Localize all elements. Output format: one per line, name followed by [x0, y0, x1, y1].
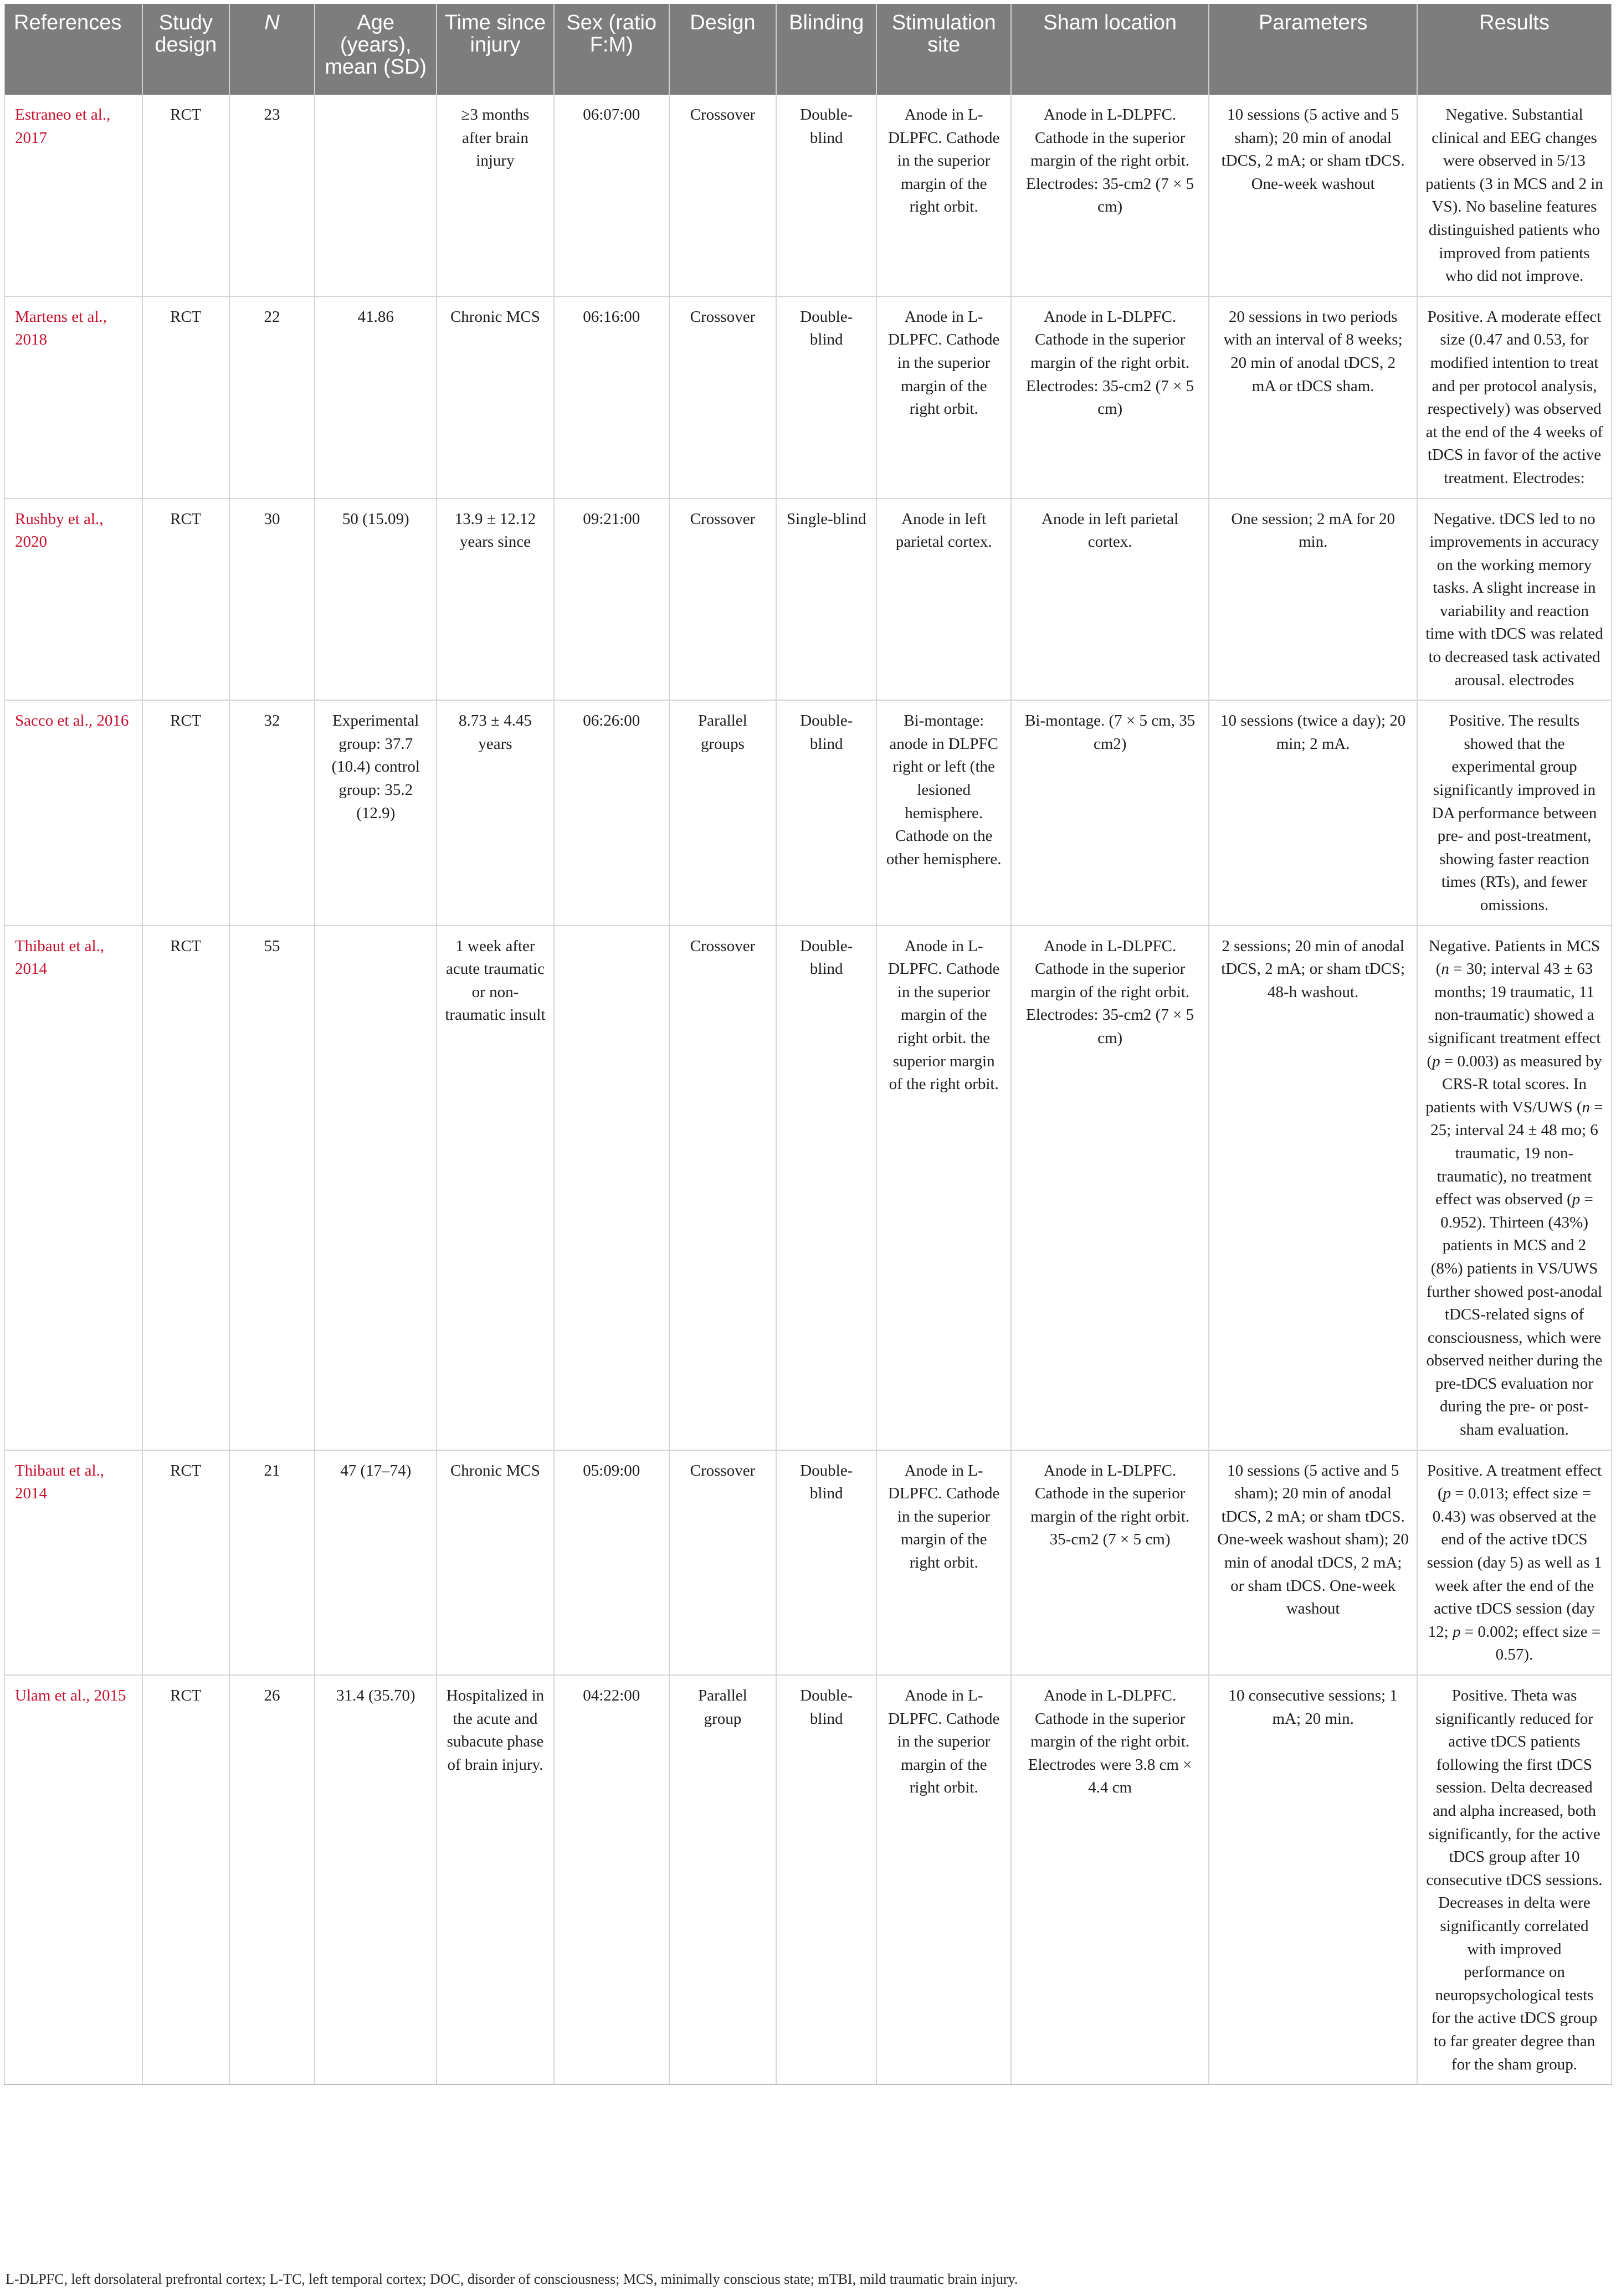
cell-blinding: Double-blind [776, 700, 876, 925]
studies-table [4, 4, 1612, 2085]
cell-references[interactable]: Sacco et al., 2016 [4, 700, 142, 925]
cell-n: 32 [229, 700, 315, 925]
table-header-row [4, 4, 1612, 95]
cell-sex: 06:26:00 [554, 700, 669, 925]
cell-study-design: RCT [142, 499, 229, 701]
results-text: = 0.013; effect size = 0.43) was observed at the end of the active tDCS session (day 5) as well as 1 week after the end of the active tDCS session (day 12; [1427, 1485, 1602, 1641]
header-sham-location: Sham location [1011, 4, 1209, 95]
header-time-since-injury: Time since injury [437, 4, 553, 95]
cell-study-design: RCT [142, 95, 229, 296]
cell-sham-location: Anode in L-DLPFC. Cathode in the superior margin of the right orbit. Electrodes were 3.8 cm × 4.4 cm [1011, 1675, 1209, 2084]
cell-parameters: 20 sessions in two periods with an interval of 8 weeks; 20 min of anodal tDCS, 2 mA or tDCS sham. [1209, 296, 1417, 499]
cell-n: 30 [229, 499, 315, 701]
table-row [4, 700, 1612, 925]
header-age: Age (years), mean (SD) [315, 4, 437, 95]
cell-references[interactable]: Thibaut et al., 2014 [4, 926, 142, 1450]
header-blinding: Blinding [776, 4, 876, 95]
cell-study-design: RCT [142, 1450, 229, 1675]
cell-sham-location: Anode in L-DLPFC. Cathode in the superior margin of the right orbit. Electrodes: 35-cm2 (7 × 5 cm) [1011, 95, 1209, 296]
header-references: References [4, 4, 142, 95]
table-footnote: L-DLPFC, left dorsolateral prefrontal cortex; L-TC, left temporal cortex; DOC, disorder of consciousness; MCS, minimally conscious state; mTBI, mild traumatic brain injury. [6, 2271, 1018, 2287]
results-text: = 0.003) as measured by CRS-R total scores. In patients with VS/UWS ( [1425, 1052, 1602, 1116]
cell-sham-location: Anode in L-DLPFC. Cathode in the superior margin of the right orbit. Electrodes: 35-cm2 (7 × 5 cm) [1011, 926, 1209, 1450]
header-results: Results [1417, 4, 1612, 95]
cell-blinding: Double-blind [776, 95, 876, 296]
cell-age [315, 926, 437, 1450]
header-stimulation-site: Stimulation site [876, 4, 1011, 95]
cell-blinding: Double-blind [776, 296, 876, 499]
results-text: Positive. A treatment effect ( [1427, 1461, 1602, 1503]
cell-design: Crossover [669, 499, 776, 701]
cell-stimulation-site: Bi-montage: anode in DLPFC right or left (the lesioned hemisphere. Cathode on the other hemisphere. [876, 700, 1011, 925]
cell-n: 23 [229, 95, 315, 296]
cell-study-design: RCT [142, 926, 229, 1450]
cell-sex: 05:09:00 [554, 1450, 669, 1675]
results-text: = 0.002; effect size = 0.57). [1460, 1622, 1601, 1664]
cell-time-since-injury: 8.73 ± 4.45 years [437, 700, 553, 925]
cell-results: Negative. Substantial clinical and EEG changes were observed in 5/13 patients (3 in MCS and 2 in VS). No baseline features distinguished patients who improved from patients who did not improve. [1417, 95, 1612, 296]
cell-stimulation-site: Anode in L-DLPFC. Cathode in the superior margin of the right orbit. [876, 296, 1011, 499]
cell-parameters: 10 sessions (5 active and 5 sham); 20 min of anodal tDCS, 2 mA; or sham tDCS. One-week washout [1209, 95, 1417, 296]
cell-age: 41.86 [315, 296, 437, 499]
cell-time-since-injury: Hospitalized in the acute and subacute phase of brain injury. [437, 1675, 553, 2084]
table-row [4, 296, 1612, 499]
header-study-design: Study design [142, 4, 229, 95]
cell-sham-location: Anode in left parietal cortex. [1011, 499, 1209, 701]
cell-n: 26 [229, 1675, 315, 2084]
cell-references[interactable]: Estraneo et al., 2017 [4, 95, 142, 296]
results-text: = 30; interval 43 ± 63 months; 19 traumatic, 11 non-traumatic) showed a significant treatment effect ( [1427, 960, 1601, 1070]
cell-results: Positive. The results showed that the experimental group significantly improved in DA performance between pre- and post-treatment, showing faster reaction times (RTs), and fewer omissions. [1417, 700, 1612, 925]
cell-blinding: Double-blind [776, 926, 876, 1450]
cell-design: Parallel groups [669, 700, 776, 925]
cell-sex [554, 926, 669, 1450]
stat-symbol: n [1441, 960, 1449, 978]
cell-age: 50 (15.09) [315, 499, 437, 701]
cell-n: 55 [229, 926, 315, 1450]
cell-references[interactable]: Rushby et al., 2020 [4, 499, 142, 701]
cell-time-since-injury: Chronic MCS [437, 296, 553, 499]
cell-parameters: 10 sessions (twice a day); 20 min; 2 mA. [1209, 700, 1417, 925]
cell-results: Positive. Theta was significantly reduced for active tDCS patients following the first tDCS session. Delta decreased and alpha increased, both significantly, for the active tDCS group after 10 consecutive tDCS sessions. Decreases in delta were significantly correlated with improved performance on neuropsychological tests for the active tDCS group to far greater degree than for the sham group. [1417, 1675, 1612, 2084]
cell-sex: 09:21:00 [554, 499, 669, 701]
cell-parameters: 10 sessions (5 active and 5 sham); 20 min of anodal tDCS, 2 mA; or sham tDCS. One-week washout sham); 20 min of anodal tDCS, 2 mA; or sham tDCS. One-week washout [1209, 1450, 1417, 1675]
cell-stimulation-site: Anode in L-DLPFC. Cathode in the superior margin of the right orbit. [876, 1675, 1011, 2084]
cell-design: Parallel group [669, 1675, 776, 2084]
stat-symbol: p [1432, 1052, 1440, 1070]
table-row [4, 1675, 1612, 2084]
header-design: Design [669, 4, 776, 95]
cell-time-since-injury: 13.9 ± 12.12 years since [437, 499, 553, 701]
cell-sham-location: Anode in L-DLPFC. Cathode in the superior margin of the right orbit. Electrodes: 35-cm2 (7 × 5 cm) [1011, 296, 1209, 499]
table-row [4, 95, 1612, 296]
table-row [4, 926, 1612, 1450]
cell-parameters: 10 consecutive sessions; 1 mA; 20 min. [1209, 1675, 1417, 2084]
cell-age [315, 95, 437, 296]
cell-n: 22 [229, 296, 315, 499]
cell-design: Crossover [669, 926, 776, 1450]
results-text: Negative. Patients in MCS ( [1428, 937, 1600, 978]
cell-time-since-injury: ≥3 months after brain injury [437, 95, 553, 296]
header-parameters: Parameters [1209, 4, 1417, 95]
header-sex: Sex (ratio F:M) [554, 4, 669, 95]
cell-blinding: Single-blind [776, 499, 876, 701]
cell-design: Crossover [669, 95, 776, 296]
cell-sham-location: Anode in L-DLPFC. Cathode in the superior margin of the right orbit. 35-cm2 (7 × 5 cm) [1011, 1450, 1209, 1675]
stat-symbol: p [1443, 1485, 1451, 1503]
table-row [4, 499, 1612, 701]
cell-references[interactable]: Thibaut et al., 2014 [4, 1450, 142, 1675]
cell-blinding: Double-blind [776, 1450, 876, 1675]
cell-stimulation-site: Anode in left parietal cortex. [876, 499, 1011, 701]
cell-stimulation-site: Anode in L-DLPFC. Cathode in the superior margin of the right orbit. the superior margin of the right orbit. [876, 926, 1011, 1450]
cell-sex: 04:22:00 [554, 1675, 669, 2084]
cell-results [1417, 926, 1612, 1450]
cell-design: Crossover [669, 296, 776, 499]
cell-sex: 06:07:00 [554, 95, 669, 296]
cell-parameters: One session; 2 mA for 20 min. [1209, 499, 1417, 701]
cell-references[interactable]: Ulam et al., 2015 [4, 1675, 142, 2084]
results-text: = 0.952). Thirteen (43%) patients in MCS and 2 (8%) patients in VS/UWS further showed post-anodal tDCS-related signs of consciousness, which were observed neither during the pre-tDCS evaluation nor during the pre- or post-sham evaluation. [1426, 1190, 1603, 1439]
header-n: N [229, 4, 315, 95]
table-body [4, 95, 1612, 2084]
cell-n: 21 [229, 1450, 315, 1675]
cell-age: Experimental group: 37.7 (10.4) control group: 35.2 (12.9) [315, 700, 437, 925]
cell-blinding: Double-blind [776, 1675, 876, 2084]
stat-symbol: p [1452, 1622, 1461, 1641]
cell-time-since-injury: 1 week after acute traumatic or non-traumatic insult [437, 926, 553, 1450]
cell-age: 47 (17–74) [315, 1450, 437, 1675]
cell-references[interactable]: Martens et al., 2018 [4, 296, 142, 499]
cell-sham-location: Bi-montage. (7 × 5 cm, 35 cm2) [1011, 700, 1209, 925]
results-text: = 25; interval 24 ± 48 mo; 6 traumatic, 19 non-traumatic), no treatment effect was observed ( [1430, 1098, 1603, 1209]
cell-parameters: 2 sessions; 20 min of anodal tDCS, 2 mA; or sham tDCS; 48-h washout. [1209, 926, 1417, 1450]
table-row [4, 1450, 1612, 1675]
cell-time-since-injury: Chronic MCS [437, 1450, 553, 1675]
stat-symbol: p [1572, 1190, 1581, 1209]
cell-results: Positive. A moderate effect size (0.47 and 0.53, for modified intention to treat and per protocol analysis, respectively) was observed at the end of the 4 weeks of tDCS in favor of the active treatment. Electrodes: [1417, 296, 1612, 499]
cell-age: 31.4 (35.70) [315, 1675, 437, 2084]
cell-study-design: RCT [142, 1675, 229, 2084]
cell-results: Negative. tDCS led to no improvements in accuracy on the working memory tasks. A slight increase in variability and reaction time with tDCS was related to decreased task activated arousal. electrodes [1417, 499, 1612, 701]
cell-stimulation-site: Anode in L-DLPFC. Cathode in the superior margin of the right orbit. [876, 95, 1011, 296]
cell-stimulation-site: Anode in L-DLPFC. Cathode in the superior margin of the right orbit. [876, 1450, 1011, 1675]
cell-study-design: RCT [142, 296, 229, 499]
cell-study-design: RCT [142, 700, 229, 925]
cell-design: Crossover [669, 1450, 776, 1675]
stat-symbol: n [1582, 1098, 1591, 1116]
cell-sex: 06:16:00 [554, 296, 669, 499]
cell-results [1417, 1450, 1612, 1675]
